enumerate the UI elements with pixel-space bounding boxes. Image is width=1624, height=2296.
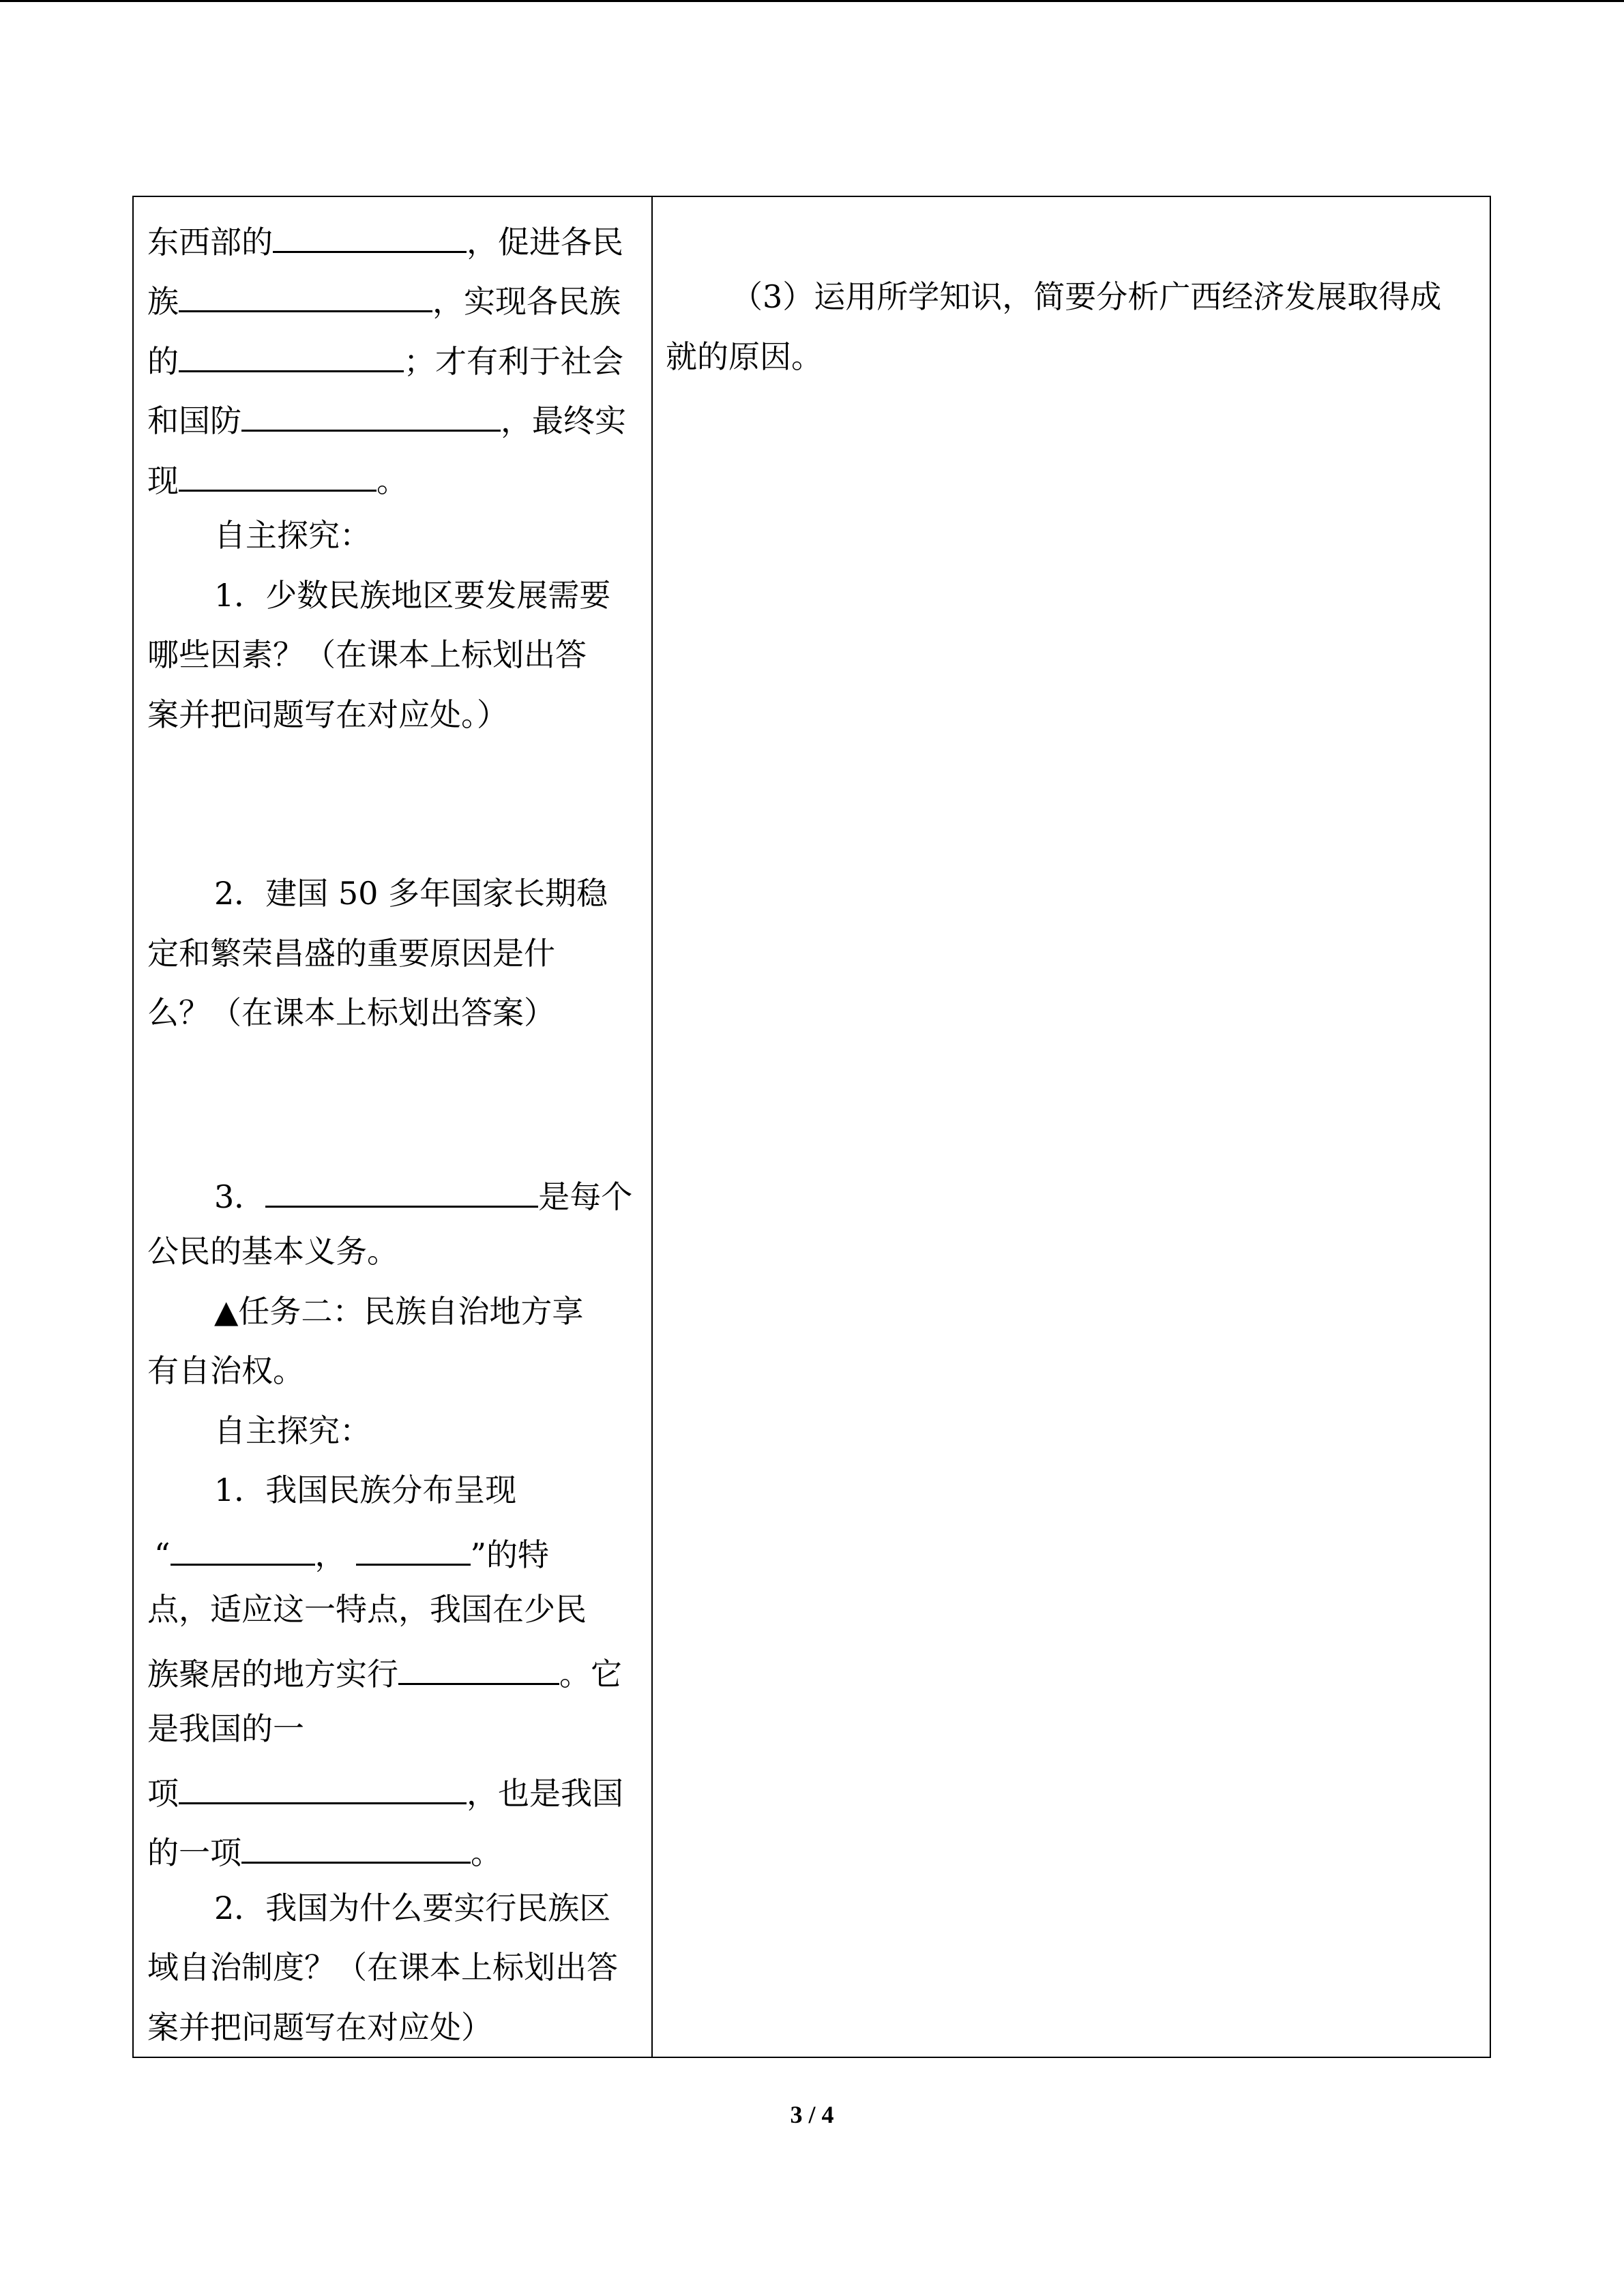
text: ；才有利于社会 bbox=[404, 343, 623, 380]
question-text: 2．建国 50 多年国家长期稳 bbox=[214, 875, 608, 912]
answer-blank[interactable] bbox=[179, 276, 432, 312]
text: “ bbox=[154, 1536, 171, 1573]
text: 东西部的 bbox=[147, 224, 273, 260]
section-heading: 自主探究： bbox=[214, 1412, 371, 1449]
question-text: 点，适应这一特点，我国在少民 bbox=[147, 1591, 587, 1628]
fill-line-5 bbox=[147, 456, 408, 499]
answer-blank[interactable] bbox=[356, 1530, 471, 1566]
text: 和国防 bbox=[147, 402, 241, 439]
text: ，最终实 bbox=[501, 402, 626, 439]
text: 。 bbox=[377, 462, 408, 499]
text: 的一项 bbox=[147, 1834, 241, 1871]
answer-blank[interactable] bbox=[171, 1530, 315, 1566]
question-text: 案并把问题写在对应处。） bbox=[147, 696, 508, 733]
question-text: 公民的基本义务。 bbox=[147, 1233, 398, 1270]
answer-blank[interactable] bbox=[273, 217, 467, 253]
text: 。 bbox=[471, 1834, 502, 1871]
text: 是每个 bbox=[538, 1178, 633, 1215]
right-question-text: （3）运用所学知识，简要分析广西经济发展取得成 bbox=[731, 278, 1442, 315]
text: ，实现各民族 bbox=[432, 283, 621, 320]
fill-line-r7 bbox=[147, 1828, 502, 1871]
right-question-text: 就的原因。 bbox=[666, 338, 823, 375]
text: 的 bbox=[147, 343, 179, 380]
text: ，促进各民 bbox=[467, 224, 623, 260]
question-text: 案并把问题写在对应处） bbox=[147, 2009, 492, 2046]
text: 项 bbox=[147, 1775, 179, 1812]
fill-line-3 bbox=[147, 336, 623, 380]
fill-line-r2 bbox=[154, 1530, 550, 1573]
section-heading: 自主探究： bbox=[214, 517, 371, 554]
fill-line-1 bbox=[147, 217, 623, 258]
question-text: 域自治制度？（在课本上标划出答 bbox=[147, 1949, 618, 1986]
text: 。它 bbox=[559, 1656, 622, 1693]
fill-line-4 bbox=[147, 396, 626, 439]
column-divider bbox=[651, 197, 653, 2057]
task-heading: 有自治权。 bbox=[147, 1352, 304, 1389]
fill-line-r4 bbox=[147, 1649, 622, 1693]
answer-blank[interactable] bbox=[179, 456, 377, 492]
answer-blank[interactable] bbox=[179, 1768, 467, 1804]
fill-line-2 bbox=[147, 276, 621, 320]
text: ”的特 bbox=[470, 1536, 550, 1573]
fill-line-q3 bbox=[214, 1172, 633, 1215]
question-text: 哪些因素？（在课本上标划出答 bbox=[147, 636, 587, 673]
page-number: 3 / 4 bbox=[790, 2101, 834, 2128]
answer-blank[interactable] bbox=[241, 396, 501, 432]
text: 族 bbox=[147, 283, 179, 320]
question-text: 1．少数民族地区要发展需要 bbox=[214, 577, 611, 614]
text: 现 bbox=[147, 462, 179, 499]
text: ， bbox=[314, 1536, 346, 1573]
text: 族聚居的地方实行 bbox=[147, 1656, 398, 1693]
answer-blank[interactable] bbox=[398, 1649, 559, 1685]
question-text: 是我国的一 bbox=[147, 1710, 304, 1747]
top-border-line bbox=[0, 0, 1624, 2]
answer-blank[interactable] bbox=[265, 1172, 538, 1208]
fill-line-r6 bbox=[147, 1768, 623, 1812]
question-text: 2．我国为什么要实行民族区 bbox=[214, 1890, 611, 1926]
question-text: 么？（在课本上标划出答案） bbox=[147, 994, 555, 1031]
task-heading: ▲任务二：民族自治地方享 bbox=[214, 1293, 584, 1330]
answer-blank[interactable] bbox=[179, 336, 404, 372]
question-text: 定和繁荣昌盛的重要原因是什 bbox=[147, 935, 555, 972]
question-text: 1．我国民族分布呈现 bbox=[214, 1472, 517, 1508]
text: ，也是我国 bbox=[467, 1775, 623, 1812]
answer-blank[interactable] bbox=[241, 1828, 471, 1864]
text: 3． bbox=[214, 1178, 266, 1215]
